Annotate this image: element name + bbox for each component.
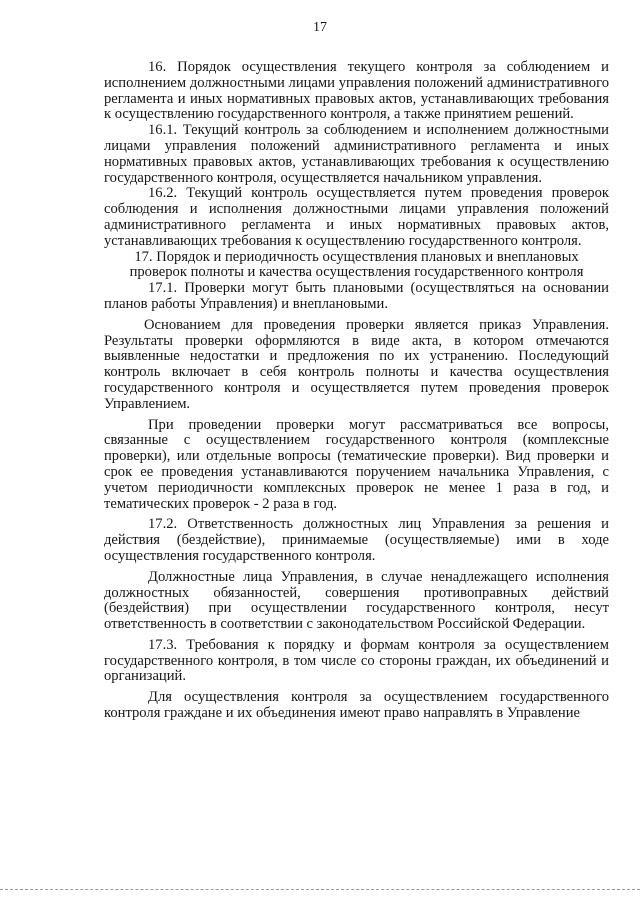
paragraph-17-1: 17.1. Проверки могут быть плановыми (осуществляться на основании планов работы Управления) и внеплановыми. — [104, 280, 609, 312]
paragraph-16-2: 16.2. Текущий контроль осуществляется путем проведения проверок соблюдения и исполнения должностными лицами управления положений административного регламента и иных нормативных правовых актов, устанавливающих требования к осуществлению государственного контроля. — [104, 185, 609, 249]
paragraph-official-liability: Должностные лица Управления, в случае ненадлежащего исполнения должностных обязанностей, совершения противоправных действий (бездействия) при осуществлении государственного контроля, несут ответственность в соответствии с законодательством Российской Федерации. — [104, 568, 609, 633]
page-number: 17 — [313, 20, 327, 35]
paragraph-16-1: 16.1. Текущий контроль за соблюдением и исполнением должностными лицами управления положений административного регламента и иных нормативных правовых актов, устанавливающих требования к осуществлению государственного контроля, осуществляется начальником управления. — [104, 122, 609, 186]
paragraph-inspection-basis: Основанием для проведения проверки является приказ Управления. Результаты проверки оформляются в виде акта, в котором отмечаются выявленные недостатки и предложения по их устранению. Последующий контроль включает в себя контроль полноты и качества осуществления государственного контроля и осуществляется путем проведения проверок Управлением. — [104, 316, 609, 412]
paragraph-17-3: 17.3. Требования к порядку и формам контроля за осуществлением государственного контроля, в том числе со стороны граждан, их объединений и организаций. — [104, 636, 609, 685]
section-16-heading: 16. Порядок осуществления текущего контроля за соблюдением и исполнением должностными лицами управления положений административного регламента и иных нормативных правовых актов, устанавливающих требования к осуществлению государственного контроля, а также принятием решений. — [104, 59, 609, 123]
document-body — [104, 60, 609, 722]
paragraph-citizen-control: Для осуществления контроля за осуществлением государственного контроля граждане и их объединения имеют право направлять в Управление — [104, 689, 609, 722]
page-bottom-divider — [0, 889, 640, 890]
paragraph-inspection-scope: При проведении проверки могут рассматриваться все вопросы, связанные с осуществлением государственного контроля (комплексные проверки), или отдельные вопросы (тематические проверки). Вид проверки и срок ее проведения устанавливаются поручением начальника Управления, с учетом периодичности комплексных проверок не менее 1 раза в год, и тематических проверок - 2 раза в год. — [104, 416, 609, 512]
section-17-heading: 17. Порядок и периодичность осуществления плановых и внеплановых проверок полноты и качества осуществления государственного контроля — [129, 248, 584, 281]
paragraph-17-2: 17.2. Ответственность должностных лиц Управления за решения и действия (бездействие), принимаемые (осуществляемые) ими в ходе осуществления государственного контроля. — [104, 516, 609, 564]
